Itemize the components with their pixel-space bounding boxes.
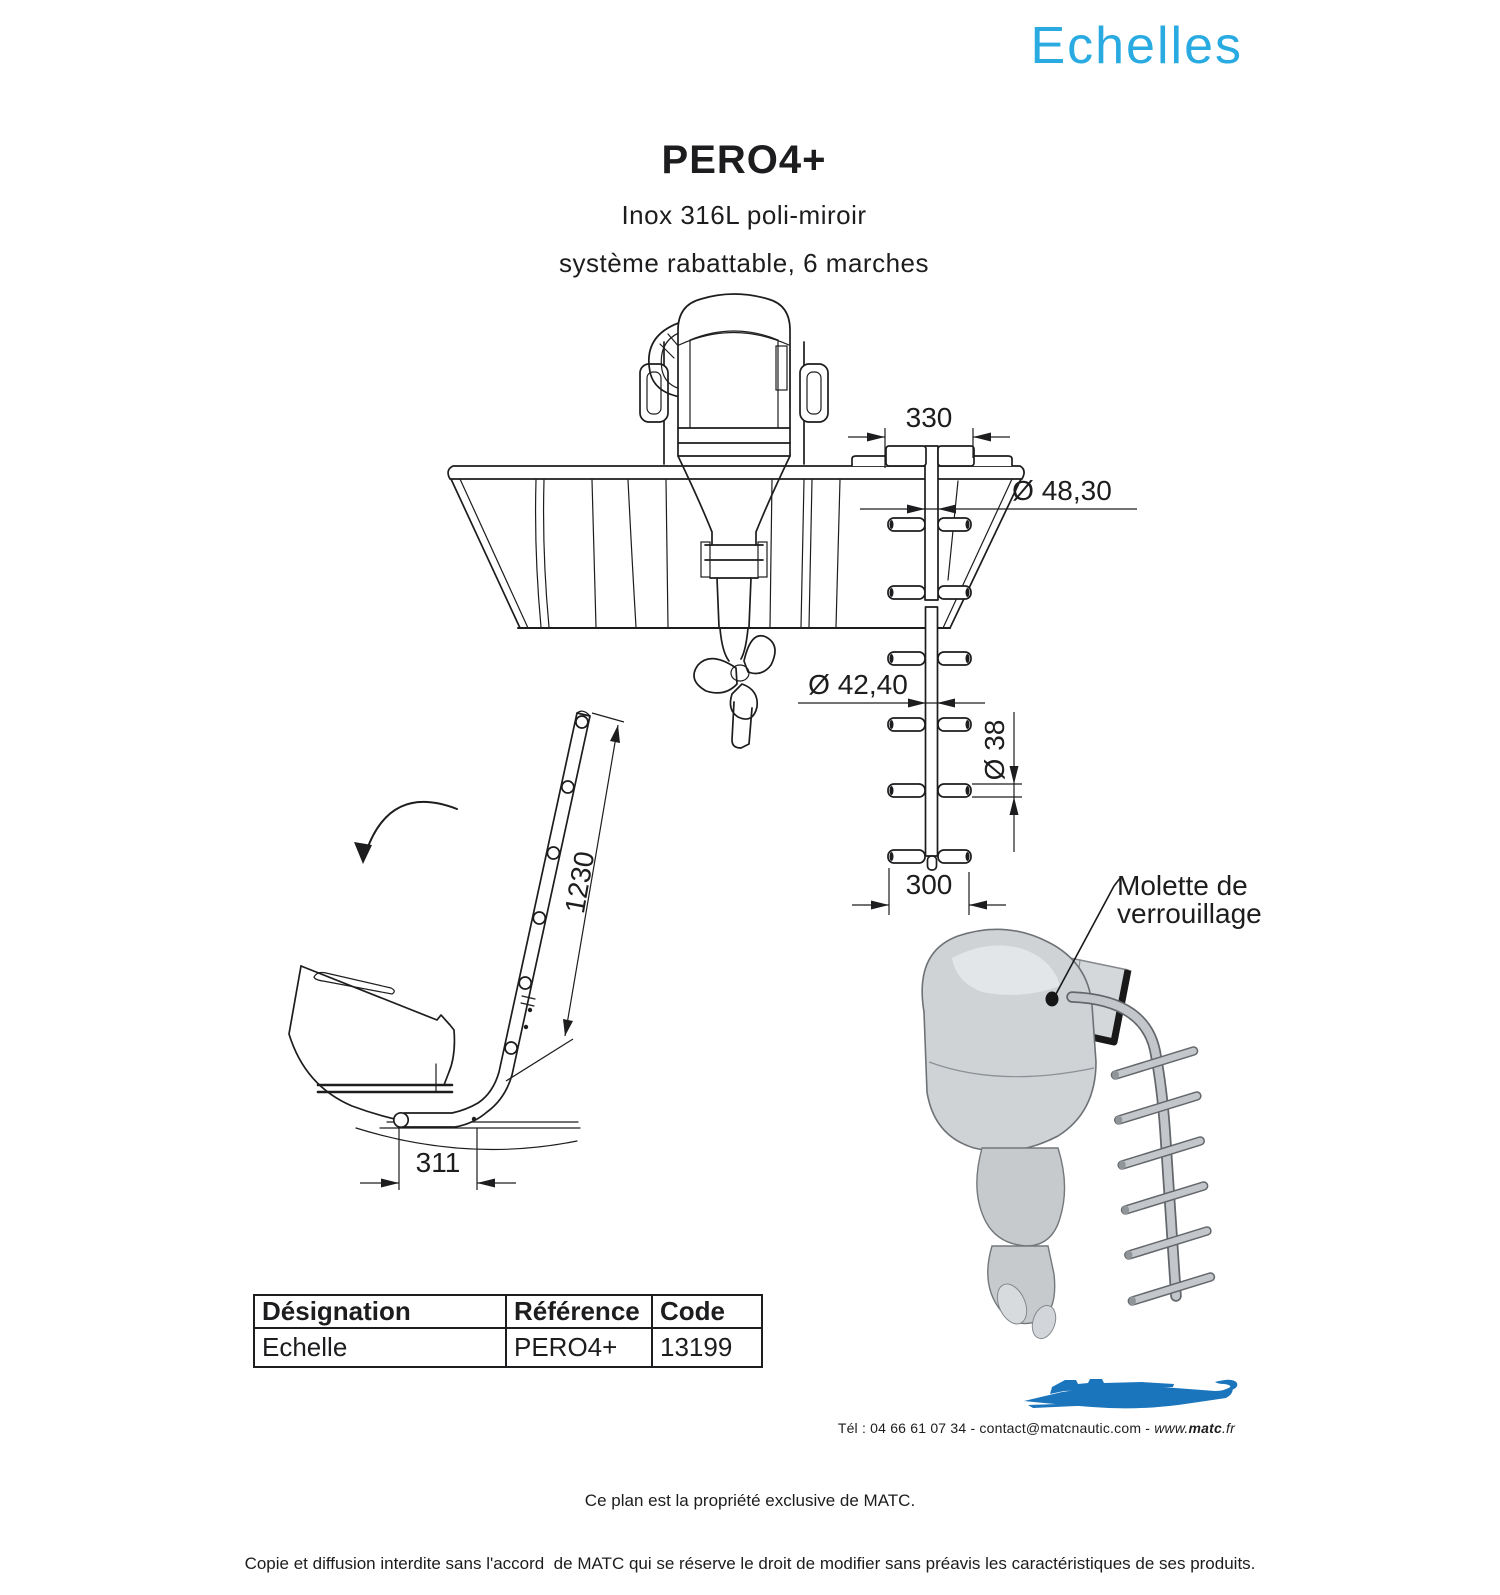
dim-dia-38: Ø 38 — [979, 719, 1010, 781]
table-row — [254, 1328, 762, 1367]
product-material: Inox 316L poli-miroir — [621, 200, 867, 230]
ladder-folded-view — [394, 711, 590, 1127]
cell-reference: PERO4+ — [506, 1328, 652, 1367]
callout-line2: verrouillage — [1117, 898, 1262, 929]
page-title: Echelles — [1030, 17, 1243, 75]
dim-330: 330 — [905, 402, 953, 433]
product-system: système rabattable, 6 marches — [559, 248, 929, 278]
col-code: Code — [652, 1295, 762, 1328]
dim-311: 311 — [415, 1147, 461, 1178]
legal-line-1: Ce plan est la propriété exclusive de MATC. — [584, 1491, 916, 1510]
dim-300: 300 — [905, 869, 953, 900]
cell-code: 13199 — [652, 1328, 762, 1367]
col-designation: Désignation — [254, 1295, 506, 1328]
contact-info — [838, 1420, 1235, 1436]
dim-dia-42-40: Ø 42,40 — [808, 669, 908, 700]
side-view-drawing — [240, 680, 680, 1240]
product-block — [444, 138, 1044, 279]
legal-notice — [0, 1448, 1500, 1595]
motor-render — [922, 929, 1128, 1341]
spec-table — [253, 1294, 763, 1368]
dim-dia-48-30: Ø 48,30 — [1012, 475, 1112, 506]
product-reference-title: PERO4+ — [661, 138, 827, 182]
legal-line-2: Copie et diffusion interdite sans l'accord de MATC qui se réserve le droit de modifier sans préavis les caractéristiques de ses produits. — [244, 1554, 1256, 1573]
matc-logo — [1022, 1370, 1242, 1418]
callout-line1: Molette de — [1117, 870, 1248, 901]
contact-phone-email: Tél : 04 66 61 07 34 - contact@matcnautic.com - — [837, 1420, 1155, 1436]
dim-1230: 1230 — [558, 848, 601, 916]
boat-logo-icon — [1024, 1379, 1237, 1408]
render-3d-view — [900, 860, 1350, 1360]
website-link[interactable]: www.matc.fr — [1154, 1420, 1235, 1436]
fold-rotation-arrow — [354, 802, 457, 864]
cell-designation: Echelle — [254, 1328, 506, 1367]
col-reference: Référence — [506, 1295, 652, 1328]
